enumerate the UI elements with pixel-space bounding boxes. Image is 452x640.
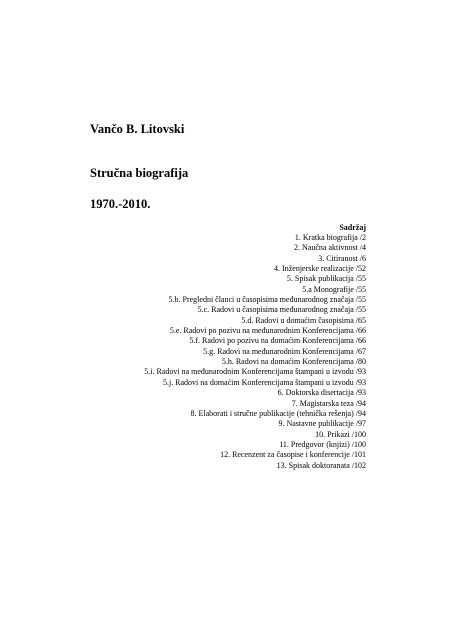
toc-title: Sadržaj: [339, 223, 366, 232]
toc-item: 5.b. Pregledni članci u časopisima međunarodnog značaja /55: [168, 295, 366, 305]
toc-item: 1. Kratka biografija /2: [294, 233, 366, 242]
toc-item: 8. Elaborati i stručne publikacije (tehnička rešenja) /94: [190, 408, 366, 418]
toc-item: 4. Inženjerske realizacije /52: [274, 264, 366, 274]
toc-item: 5.d. Radovi u domaćim časopisima /65: [241, 315, 366, 325]
toc-item: 5.a Monografije /55: [302, 284, 366, 294]
toc-list: [144, 233, 366, 471]
toc-item: 5.e. Radovi po pozivu na međunarodnim Konferencijama /66: [169, 326, 366, 336]
toc-item: 11. Predgovor (knjizi) /100: [279, 439, 366, 449]
toc-item: 6. Doktorska disertacija /93: [277, 388, 366, 398]
toc-item: 5.h. Radovi na domaćim Konferencijama /80: [221, 357, 366, 367]
document-years: 1970.-2010.: [90, 197, 151, 211]
toc-item: 5.c. Radovi u časopisima međunarodnog značaja /55: [197, 305, 366, 315]
toc-item: 13. Spisak doktoranata /102: [276, 460, 366, 470]
toc-item: 12. Recenzent za časopise i konferencije /101: [220, 450, 366, 460]
table-of-contents: [144, 223, 366, 471]
toc-item: 5.f. Radovi po pozivu na domaćim Konferencijama /66: [189, 336, 366, 346]
toc-item: 5.j. Radovi na domaćim Konferencijama štampani u izvodu /93: [162, 377, 366, 387]
toc-item: 10. Prikazi /100: [315, 429, 366, 439]
toc-item: 5. Spisak publikacija /55: [286, 274, 366, 284]
toc-item: 5.i. Radovi na međunarodnim Konferencijama štampani u izvodu /93: [144, 367, 366, 377]
author-name: Vančo B. Litovski: [90, 122, 185, 136]
toc-item: 3. Citiranost /6: [318, 253, 366, 263]
toc-item: 7. Magistarska teza /94: [291, 398, 366, 408]
toc-item: 9. Nastavne publikacije /97: [278, 419, 366, 429]
toc-item: 2. Naučna aktivnost /4: [294, 243, 366, 253]
document-subtitle: Stručna biografija: [90, 166, 189, 180]
toc-item: 5.g. Radovi na međunarodnim Konferencijama /67: [203, 346, 366, 356]
